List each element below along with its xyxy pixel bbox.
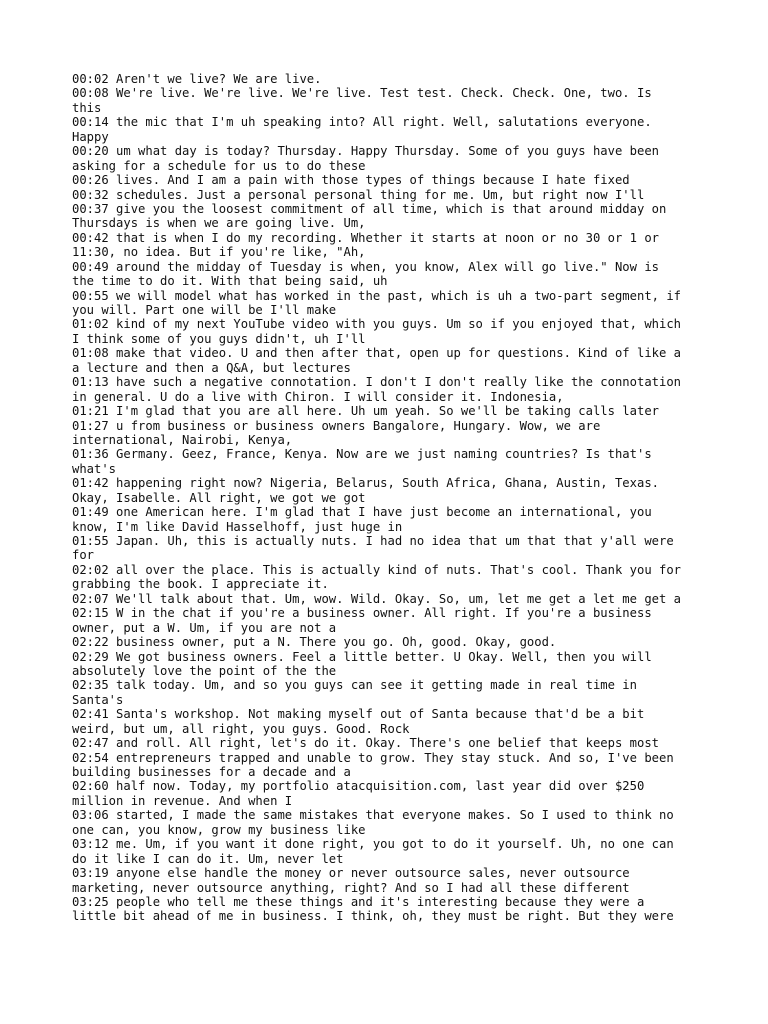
transcript-line: asking for a schedule for us to do these [72,158,366,173]
transcript-line: 01:02 kind of my next YouTube video with you guys. Um so if you enjoyed that, which [72,317,682,332]
transcript-line: 01:42 happening right now? Nigeria, Belarus, South Africa, Ghana, Austin, Texas. [72,476,659,491]
transcript-line: weird, but um, all right, you guys. Good. Rock [72,721,410,736]
transcript-line: 00:42 that is when I do my recording. Whether it starts at noon or no 30 or 1 or [72,230,659,245]
transcript-line: 02:54 entrepreneurs trapped and unable to grow. They stay stuck. And so, I've been [72,750,674,765]
transcript-line: 01:27 u from business or business owners Bangalore, Hungary. Wow, we are [72,418,601,433]
transcript-line: what's [72,461,117,476]
transcript-line: 01:49 one American here. I'm glad that I have just become an international, you [72,505,652,520]
transcript-line: 00:02 Aren't we live? We are live. [72,72,322,86]
transcript-line: 02:60 half now. Today, my portfolio atacquisition.com, last year did over $250 [72,779,645,794]
transcript-line: 01:13 have such a negative connotation. I don't I don't really like the connotation [72,375,682,390]
transcript-line: 03:06 started, I made the same mistakes that everyone makes. So I used to think no [72,808,674,823]
transcript-line: 02:02 all over the place. This is actually kind of nuts. That's cool. Thank you for [72,562,682,577]
transcript-line: 00:37 give you the loosest commitment of all time, which is that around midday on [72,201,667,216]
transcript-line: this [72,100,102,115]
transcript-line: Okay, Isabelle. All right, we got we got [72,490,366,505]
transcript-line: marketing, never outsource anything, right? And so I had all these different [72,880,630,895]
transcript-line: a lecture and then a Q&A, but lectures [72,360,351,375]
transcript-line: 00:20 um what day is today? Thursday. Happy Thursday. Some of you guys have been [72,144,659,159]
transcript-line: in general. U do a live with Chiron. I will consider it. Indonesia, [72,389,564,404]
transcript-line: 00:55 we will model what has worked in the past, which is uh a two-part segment, if [72,288,682,303]
transcript-line: 02:47 and roll. All right, let's do it. Okay. There's one belief that keeps most [72,736,659,751]
transcript-line: 02:07 We'll talk about that. Um, wow. Wild. Okay. So, um, let me get a let me get a [72,591,682,606]
transcript-line: Happy [72,129,109,144]
transcript-line: 03:25 people who tell me these things and it's interesting because they were a [72,894,645,909]
transcript-line: grabbing the book. I appreciate it. [72,577,329,592]
transcript-line: 02:22 business owner, put a N. There you go. Oh, good. Okay, good. [72,635,557,650]
transcript-line: Santa's [72,692,124,707]
transcript-line: 01:08 make that video. U and then after that, open up for questions. Kind of like a [72,346,682,361]
transcript-line: 02:35 talk today. Um, and so you guys can see it getting made in real time in [72,678,637,693]
transcript-line: owner, put a W. Um, if you are not a [72,620,337,635]
transcript-line: the time to do it. With that being said, uh [72,274,388,289]
transcript-line: international, Nairobi, Kenya, [72,432,293,447]
transcript-line: little bit ahead of me in business. I think, oh, they must be right. But they were [72,909,674,924]
transcript-line: 02:41 Santa's workshop. Not making myself out of Santa because that'd be a bit [72,707,645,722]
transcript-line: 00:08 We're live. We're live. We're live. Test test. Check. Check. One, two. Is [72,86,652,101]
transcript-line: 11:30, no idea. But if you're like, "Ah, [72,245,366,260]
transcript-line: million in revenue. And when I [72,793,293,808]
transcript-line: 01:55 Japan. Uh, this is actually nuts. I had no idea that um that that y'all were [72,534,674,548]
transcript-line: you will. Part one will be I'll make [72,303,337,317]
transcript-line: I think some of you guys didn't, uh I'll [72,331,366,346]
transcript-line: 00:26 lives. And I am a pain with those types of things because I hate fixed [72,173,630,188]
transcript-line: building businesses for a decade and a [72,765,351,779]
transcript-line: do it like I can do it. Um, never let [72,851,344,866]
transcript-line: 03:12 me. Um, if you want it done right, you got to do it yourself. Uh, no one can [72,837,674,852]
transcript-line: one can, you know, grow my business like [72,822,366,837]
transcript-line: 02:29 We got business owners. Feel a little better. U Okay. Well, then you will [72,649,652,664]
transcript-line: 00:32 schedules. Just a personal personal thing for me. Um, but right now I'll [72,187,645,202]
transcript-line: Thursdays is when we are going live. Um, [72,216,366,231]
transcript-line: 01:36 Germany. Geez, France, Kenya. Now are we just naming countries? Is that's [72,447,652,462]
transcript-line: for [72,548,95,563]
transcript-line: know, I'm like David Hasselhoff, just huge in [72,519,403,534]
transcript-line: 01:21 I'm glad that you are all here. Uh um yeah. So we'll be taking calls later [72,404,659,419]
transcript-line: 02:15 W in the chat if you're a business owner. All right. If you're a business [72,606,652,621]
transcript-document [72,72,702,924]
transcript-line: 00:14 the mic that I'm uh speaking into? All right. Well, salutations everyone. [72,115,652,130]
transcript-line: absolutely love the point of the the [72,663,337,678]
transcript-line: 00:49 around the midday of Tuesday is when, you know, Alex will go live." Now is [72,259,659,274]
transcript-line: 03:19 anyone else handle the money or never outsource sales, never outsource [72,866,630,881]
